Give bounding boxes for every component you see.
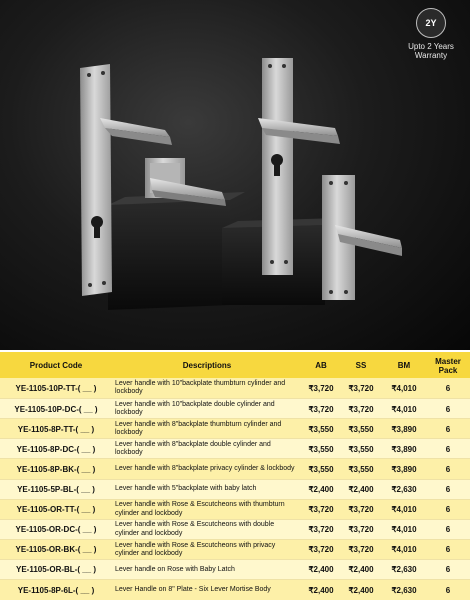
price-bm-cell: ₹3,890 bbox=[391, 444, 417, 454]
price-ss-cell: ₹2,400 bbox=[348, 485, 374, 494]
product-code-cell: YE-1105-5P-BL-( __ ) bbox=[17, 485, 95, 494]
price-bm-cell: ₹3,890 bbox=[391, 424, 417, 434]
master-pack-cell: 6 bbox=[445, 545, 451, 555]
table-row bbox=[0, 458, 470, 479]
price-ss-cell: ₹3,550 bbox=[348, 424, 374, 434]
price-ss-cell: ₹3,720 bbox=[348, 383, 374, 393]
master-pack-cell: 6 bbox=[445, 404, 451, 414]
warranty-label: Upto 2 Years Warranty bbox=[408, 42, 454, 60]
product-code-cell: YE-1105-8P-DC-( __ ) bbox=[16, 444, 96, 454]
product-code-cell: YE-1105-10P-TT-( __ ) bbox=[15, 383, 97, 393]
price-ab-cell: ₹3,720 bbox=[308, 545, 334, 555]
product-code-cell: YE-1105-OR-BK-( __ ) bbox=[15, 545, 97, 555]
price-bm-cell: ₹2,630 bbox=[391, 585, 417, 595]
product-code-cell: YE-1105-10P-DC-( __ ) bbox=[14, 404, 98, 414]
price-bm-cell: ₹2,630 bbox=[391, 565, 417, 575]
price-ab-cell: ₹3,720 bbox=[308, 505, 334, 515]
description-cell: Lever handle with 8"backplate double cylinder and lockbody bbox=[115, 441, 271, 457]
price-ab-cell: ₹3,550 bbox=[308, 424, 334, 434]
price-bm-cell: ₹4,010 bbox=[391, 545, 417, 555]
price-bm-cell: ₹4,010 bbox=[391, 404, 417, 414]
price-ab-cell: ₹3,550 bbox=[308, 464, 334, 474]
price-ss-cell: ₹2,400 bbox=[348, 585, 374, 595]
warranty-icon: 2Y bbox=[416, 8, 446, 38]
table-row bbox=[0, 479, 470, 500]
table-row bbox=[0, 418, 470, 439]
description-cell: Lever handle with 10"backplate thumbturn cylinder and lockbody bbox=[115, 379, 286, 395]
product-code-cell: YE-1105-8P-6L-( __ ) bbox=[17, 585, 95, 595]
price-ab-cell: ₹2,400 bbox=[308, 485, 334, 494]
table-row bbox=[0, 559, 470, 580]
price-ss-cell: ₹3,550 bbox=[348, 444, 374, 454]
table-row bbox=[0, 378, 470, 398]
price-ss-cell: ₹3,720 bbox=[348, 525, 374, 535]
master-pack-cell: 6 bbox=[445, 505, 451, 515]
price-bm-cell: ₹3,890 bbox=[391, 464, 417, 474]
price-ab-cell: ₹3,550 bbox=[308, 444, 334, 454]
description-cell: Lever handle with 8"backplate thumbturn cylinder and lockbody bbox=[115, 420, 282, 437]
price-ss-cell: ₹3,720 bbox=[348, 505, 374, 515]
master-pack-cell: 6 bbox=[445, 424, 451, 434]
description-cell: Lever handle on Rose with Baby Latch bbox=[115, 565, 235, 573]
price-bm-cell: ₹4,010 bbox=[391, 525, 417, 535]
description-cell: Lever handle with Rose & Escutcheons with thumbturn cylinder and lockbody bbox=[115, 501, 285, 517]
warranty-badge bbox=[400, 8, 462, 60]
price-bm-cell: ₹4,010 bbox=[391, 505, 417, 515]
product-code-cell: YE-1105-8P-BK-( __ ) bbox=[16, 464, 96, 474]
price-ab-cell: ₹2,400 bbox=[308, 585, 334, 595]
price-ab-cell: ₹2,400 bbox=[308, 565, 334, 575]
table-row bbox=[0, 519, 470, 540]
description-cell: Lever handle with Rose & Escutcheons with double cylinder and lockbody bbox=[115, 521, 275, 537]
table-row bbox=[0, 398, 470, 419]
master-pack-cell: 6 bbox=[445, 525, 451, 535]
header-ab: AB bbox=[315, 360, 327, 370]
table-row bbox=[0, 539, 470, 560]
master-pack-cell: 6 bbox=[445, 485, 451, 494]
product-code-cell: YE-1105-OR-DC-( __ ) bbox=[15, 525, 97, 535]
header-bm: BM bbox=[397, 360, 411, 370]
product-code-cell: YE-1105-OR-BL-( __ ) bbox=[15, 565, 97, 575]
table-row bbox=[0, 579, 470, 600]
price-ss-cell: ₹3,550 bbox=[348, 464, 374, 474]
price-bm-cell: ₹4,010 bbox=[391, 383, 417, 393]
price-ab-cell: ₹3,720 bbox=[308, 383, 334, 393]
table-row bbox=[0, 438, 470, 459]
master-pack-cell: 6 bbox=[445, 565, 451, 575]
table-header-row bbox=[0, 352, 470, 378]
description-cell: Lever handle with Rose & Escutcheons with privacy cylinder and lockbody bbox=[115, 541, 276, 557]
price-bm-cell: ₹2,630 bbox=[391, 485, 417, 494]
price-ss-cell: ₹2,400 bbox=[348, 565, 374, 575]
header-master-pack: Master Pack bbox=[435, 356, 461, 375]
master-pack-cell: 6 bbox=[445, 464, 451, 474]
description-cell: Lever handle with 5"backplate with baby latch bbox=[115, 485, 257, 493]
master-pack-cell: 6 bbox=[445, 585, 451, 595]
header-descriptions: Descriptions bbox=[182, 360, 232, 370]
table-row bbox=[0, 499, 470, 520]
price-ss-cell: ₹3,720 bbox=[348, 404, 374, 414]
price-table bbox=[0, 352, 470, 600]
price-ab-cell: ₹3,720 bbox=[308, 525, 334, 535]
description-cell: Lever handle with 10"backplate double cylinder and lockbody bbox=[115, 400, 275, 417]
header-product-code: Product Code bbox=[29, 360, 83, 370]
price-ss-cell: ₹3,720 bbox=[348, 545, 374, 555]
product-code-cell: YE-1105-8P-TT-( __ ) bbox=[17, 424, 95, 434]
header-ss: SS bbox=[355, 360, 367, 370]
price-ab-cell: ₹3,720 bbox=[308, 404, 334, 414]
master-pack-cell: 6 bbox=[445, 383, 451, 393]
master-pack-cell: 6 bbox=[445, 444, 451, 454]
product-code-cell: YE-1105-OR-TT-( __ ) bbox=[16, 505, 96, 515]
description-cell: Lever handle with 8"backplate privacy cylinder & lockbody bbox=[115, 465, 295, 473]
description-cell: Lever Handle on 8" Plate - Six Lever Mortise Body bbox=[115, 585, 271, 593]
